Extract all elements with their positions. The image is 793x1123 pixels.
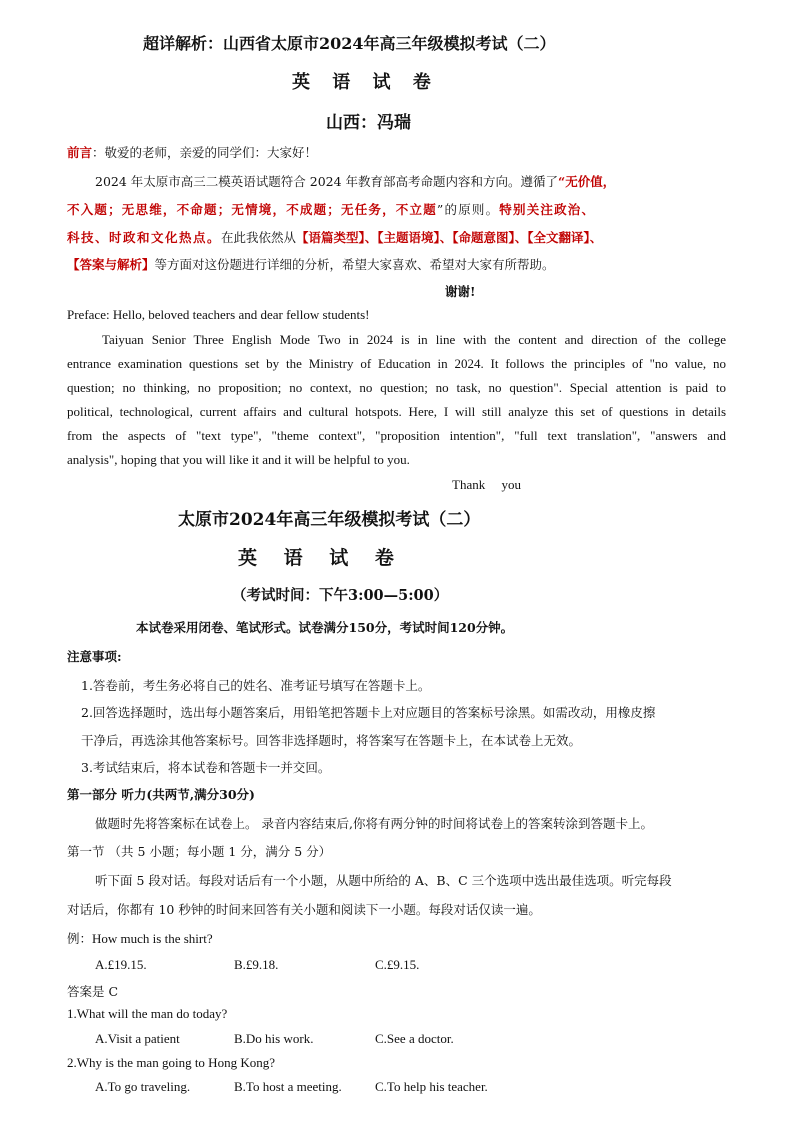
preface-highlight: 特别关注政治、: [499, 202, 596, 217]
preface-en-line: political, technological, current affairs and cultural hotspots. Here, I will still analyze this set of questions in details: [67, 404, 726, 419]
example-answer: 答案是 C: [67, 984, 119, 999]
example-label: 例：: [67, 932, 93, 946]
example-option: B.£9.18.: [234, 957, 279, 972]
preface-highlight: “无价值，: [558, 174, 616, 189]
main-title: 超详解析：山西省太原市2024年高三年级模拟考试（二）: [143, 34, 556, 53]
preface-en-line: from the aspects of "text type", "theme context", "proposition intention", "full text translation", "answers and: [67, 428, 726, 443]
question-1-option-c: C.See a doctor.: [375, 1031, 454, 1046]
question-1: 1.What will the man do today?: [67, 1006, 228, 1021]
preface-text: 等方面对这份题进行详细的分析，希望大家喜欢、希望对大家有所帮助。: [154, 257, 555, 272]
preface-highlight: 【语篇类型】、【主题语境】、【命题意图】、【全文翻译】、: [296, 230, 603, 245]
preface-p1-line4: [67, 255, 555, 273]
preface-label: 前言: [67, 145, 93, 160]
part1-instructions: 做题时先将答案标在试卷上。 录音内容结束后,你将有两分钟的时间将试卷上的答案转涂到答题卡上。: [95, 816, 653, 831]
preface-en-line: analysis", hoping that you will like it and it will be helpful to you.: [67, 452, 410, 467]
example-option: A.£19.15.: [95, 957, 147, 972]
preface-en-line: question; no thinking, no proposition; no context, no question; no task, no question". Special attention is paid to: [67, 380, 726, 395]
exam-subtitle: 英 语 试 卷: [238, 547, 404, 569]
notice-item: 干净后，再选涂其他答案标号。回答非选择题时，将答案写在答题卡上，在本试卷上无效。: [81, 733, 582, 748]
example-text: How much is the shirt?: [92, 931, 213, 946]
preface-p1-line2: [67, 200, 595, 218]
question-2-option-a: A.To go traveling.: [95, 1079, 191, 1094]
preface-en-line: entrance examination questions set by the Ministry of Education in 2024. It follows the principles of "no value, no: [67, 356, 726, 371]
preface-en-line: Taiyuan Senior Three English Mode Two in 2024 is in line with the content and direction of the college: [102, 332, 726, 347]
preface-text: ”的原则。: [436, 202, 500, 217]
notice-item: 2.回答选择题时，选出每小题答案后，用铅笔把答题卡上对应题目的答案标号涂黑。如需改动，用橡皮擦: [81, 705, 656, 720]
question-2: 2.Why is the man going to Hong Kong?: [67, 1055, 275, 1070]
preface-highlight: 【答案与解析】: [67, 257, 155, 272]
preface-text: 2024 年太原市高三二模英语试题符合 2024 年教育部高考命题内容和方向。遵循了: [95, 174, 559, 189]
preface-greeting-en: Preface: Hello, beloved teachers and dear fellow students!: [67, 307, 370, 322]
notice-title: 注意事项:: [67, 649, 122, 664]
question-2-option-b: B.To host a meeting.: [234, 1079, 342, 1094]
exam-format: 本试卷采用闭卷、笔试形式。试卷满分150分，考试时间120分钟。: [136, 620, 514, 635]
exam-time: （考试时间：下午3:00—5:00）: [232, 587, 449, 604]
preface-text: 在此我依然从: [221, 230, 297, 245]
question-1-option-a: A.Visit a patient: [95, 1031, 180, 1046]
preface-highlight: 不入题；无思维，不命题；无情境，不成题；无任务，不立题: [67, 202, 437, 217]
exam-title: 太原市2024年高三年级模拟考试（二）: [178, 510, 481, 530]
preface-greeting-text: ：敬爱的老师，亲爱的同学们：大家好！: [92, 145, 318, 160]
section1-instructions: 对话后，你都有 10 秒钟的时间来回答有关小题和阅读下一小题。每段对话仅读一遍。: [67, 902, 541, 917]
section1-title: 第一节 （共 5 小题；每小题 1 分，满分 5 分）: [67, 844, 332, 859]
preface-greeting-cn: [67, 143, 317, 161]
example-option: C.£9.15.: [375, 957, 420, 972]
preface-thanks: 谢谢!: [445, 284, 476, 299]
question-1-option-b: B.Do his work.: [234, 1031, 314, 1046]
notice-item: 3.考试结束后，将本试卷和答题卡一并交回。: [81, 760, 331, 775]
author: 山西：冯瑞: [326, 113, 411, 133]
preface-p1-line3: [67, 228, 602, 246]
part1-title: 第一部分 听力(共两节,满分30分): [67, 787, 255, 802]
preface-p1-line1: [95, 172, 615, 190]
question-2-option-c: C.To help his teacher.: [375, 1079, 488, 1094]
preface-thank-you: Thank you: [452, 477, 521, 492]
example-question: [67, 929, 213, 947]
section1-instructions: 听下面 5 段对话。每段对话后有一个小题，从题中所给的 A、B、C 三个选项中选出最佳选项。听完每段: [95, 873, 672, 888]
preface-highlight: 科技、时政和文化热点。: [67, 230, 222, 245]
notice-item: 1.答卷前，考生务必将自己的姓名、准考证号填写在答题卡上。: [81, 678, 431, 693]
subtitle: 英 语 试 卷: [292, 72, 439, 93]
